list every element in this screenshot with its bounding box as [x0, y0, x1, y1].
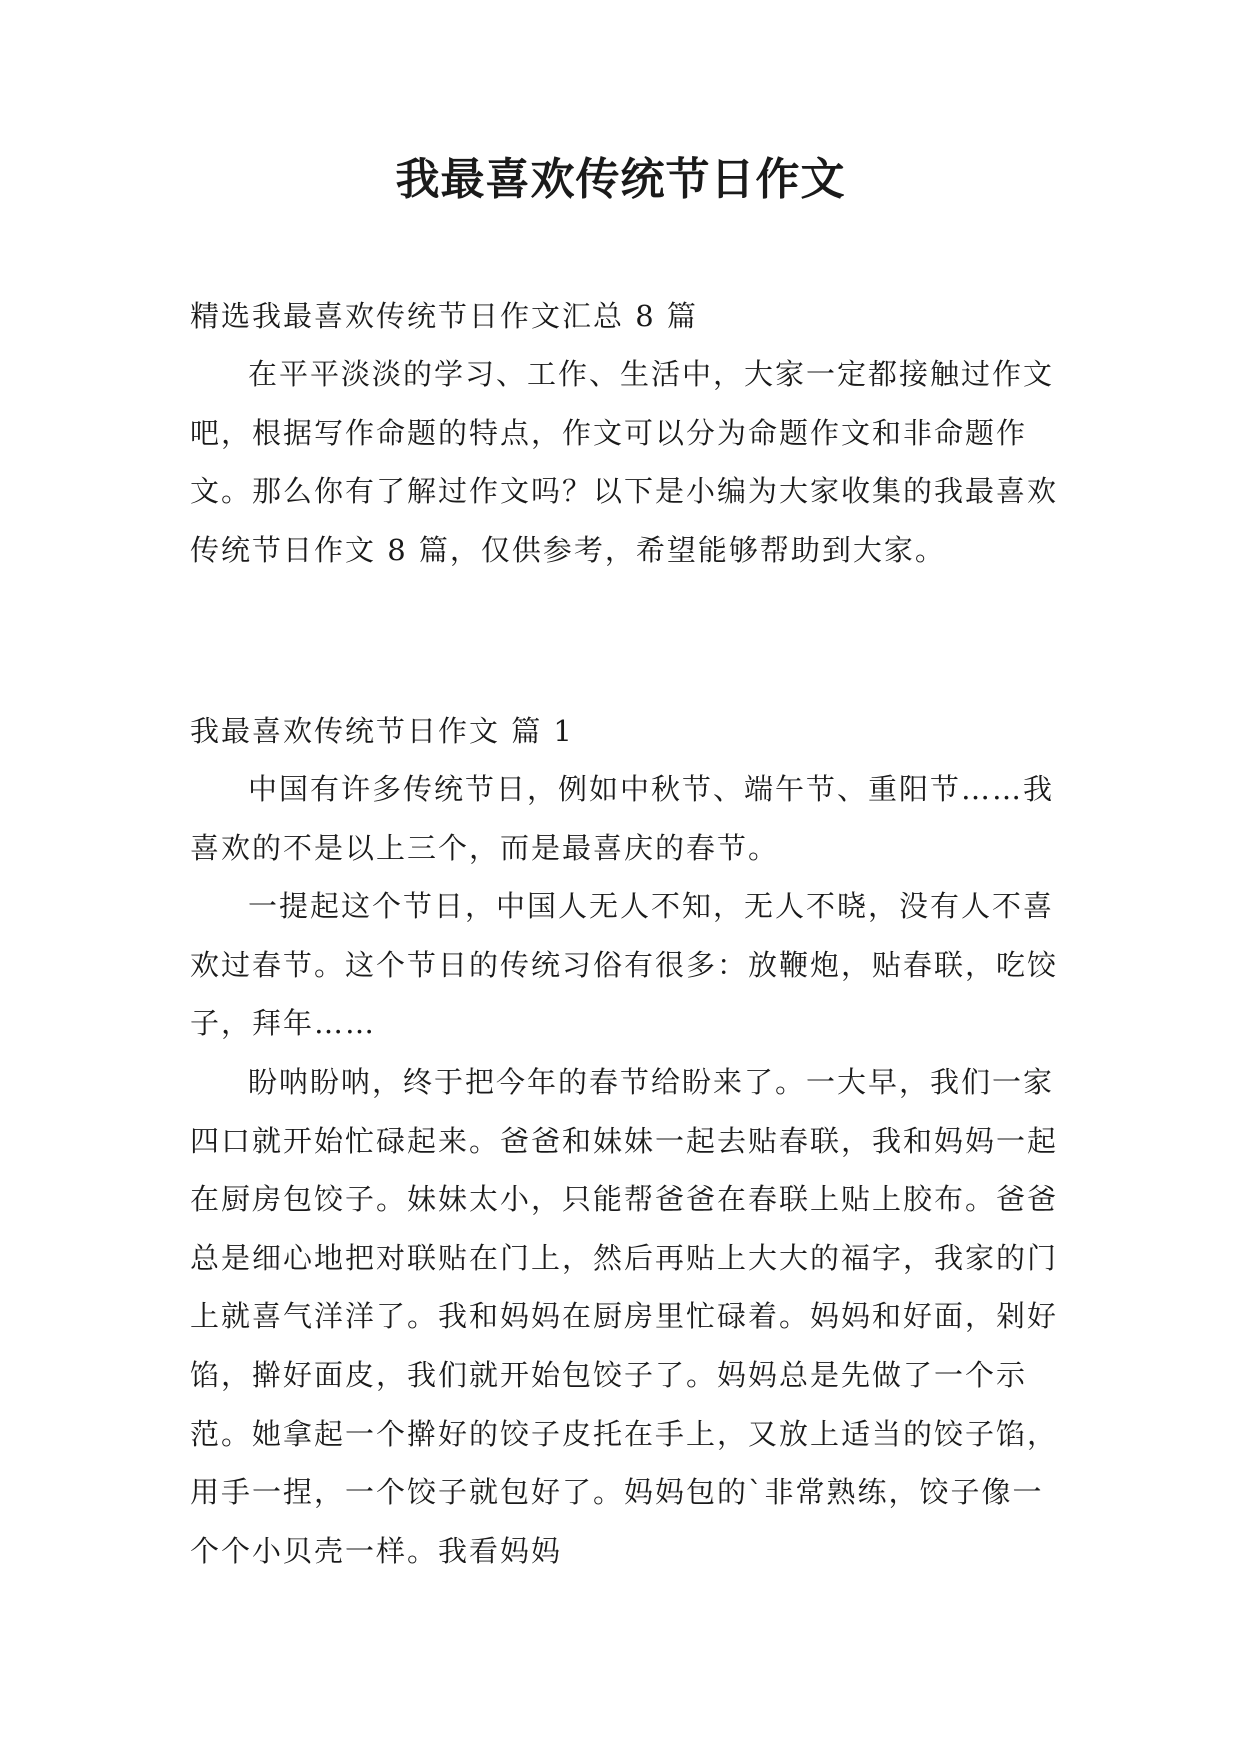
section-1-heading: 我最喜欢传统节日作文 篇 1: [190, 714, 574, 748]
section-1-paragraph-3: 盼呐盼呐，终于把今年的春节给盼来了。一大早，我们一家四口就开始忙碌起来。爸爸和妹妹一起去贴春联，我和妈妈一起在厨房包饺子。妹妹太小，只能帮爸爸在春联上贴上胶布。爸爸总是细心地把对联贴在门上，然后再贴上大大的福字，我家的门上就喜气洋洋了。我和妈妈在厨房里忙碌着。妈妈和好面，剁好馅，擀好面皮，我们就开始包饺子了。妈妈总是先做了一个示范。她拿起一个擀好的饺子皮托在手上，又放上适当的饺子馅，用手一捏，一个饺子就包好了。妈妈包的`非常熟练，饺子像一个个小贝壳一样。我看妈妈: [190, 1064, 1059, 1568]
intro-paragraph: 在平平淡淡的学习、工作、生活中，大家一定都接触过作文吧，根据写作命题的特点，作文可以分为命题作文和非命题作文。那么你有了解过作文吗？以下是小编为大家收集的我最喜欢传统节日作文 8 篇，仅供参考，希望能够帮助到大家。: [190, 357, 1059, 567]
document-title: 我最喜欢传统节日作文: [395, 154, 846, 205]
section-1-paragraph-1: 中国有许多传统节日，例如中秋节、端午节、重阳节……我喜欢的不是以上三个，而是最喜庆的春节。: [190, 772, 1055, 865]
section-1-paragraph-2: 一提起这个节日，中国人无人不知，无人不晓，没有人不喜欢过春节。这个节日的传统习俗有很多：放鞭炮，贴春联，吃饺子，拜年……: [190, 889, 1059, 1041]
section-1-body: [190, 760, 1060, 1580]
document-subtitle: 精选我最喜欢传统节日作文汇总 8 篇: [190, 299, 698, 333]
